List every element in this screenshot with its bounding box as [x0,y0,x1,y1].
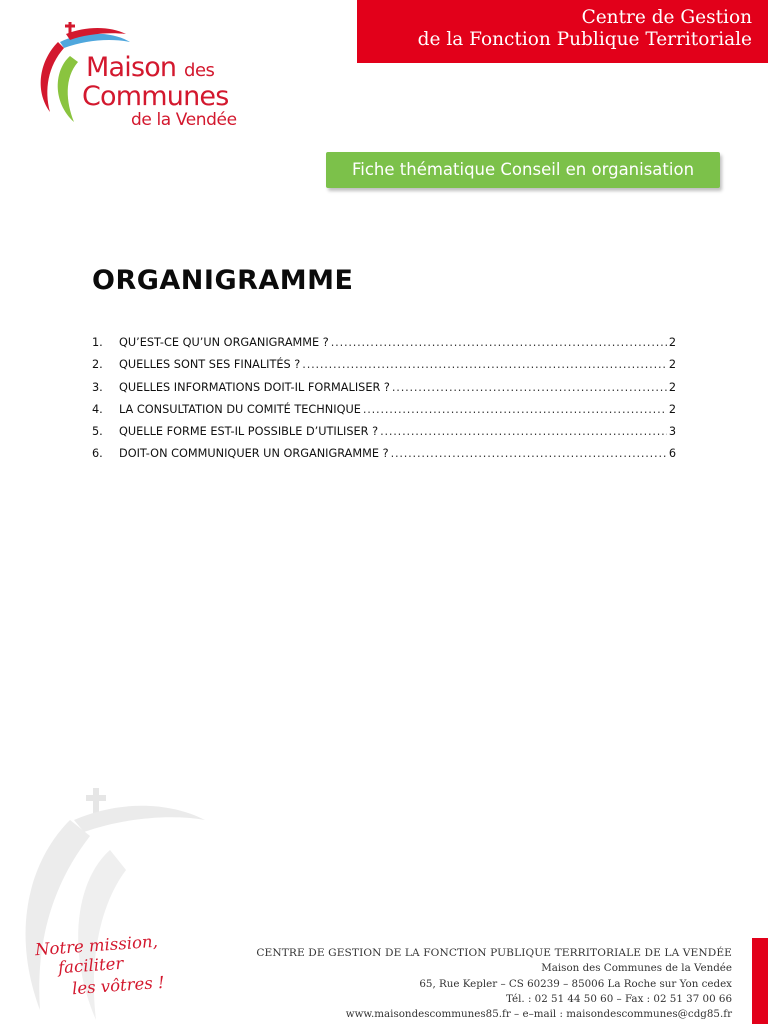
document-title: ORGANIGRAMME [92,265,354,296]
toc-label: QUELLES SONT SES FINALITÉS ? [119,358,301,372]
toc-number: 2. [92,358,103,372]
footer-organization-name: CENTRE DE GESTION DE LA FONCTION PUBLIQUE TERRITORIALE DE LA VENDÉE [256,947,732,959]
logo-text-communes: Communes [82,81,229,112]
toc-page-number: 3 [668,425,676,439]
toc-entry[interactable] [92,425,676,447]
toc-leader-dots [391,447,667,460]
toc-page-number: 2 [668,336,676,349]
toc-page-number: 6 [668,447,676,461]
footer-contact-block [256,946,732,1022]
toc-leader-dots [331,336,667,349]
organization-name-line2: de la Fonction Publique Territoriale [417,29,752,50]
toc-label: DOIT-ON COMMUNIQUER UN ORGANIGRAMME ? [119,447,389,461]
table-of-contents [92,336,676,470]
toc-number: 3. [92,380,103,394]
toc-leader-dots [363,403,667,416]
slogan-line2: faciliter [57,953,124,978]
slogan-line3: les vôtres ! [71,972,166,999]
toc-page-number: 2 [668,380,676,394]
toc-label: LA CONSULTATION DU COMITÉ TECHNIQUE [119,402,361,416]
toc-number: 4. [92,402,103,416]
footer-red-bar [752,938,768,1024]
organization-name-line1: Centre de Gestion [581,7,752,28]
toc-label: QU’EST-CE QU’UN ORGANIGRAMME ? [119,336,329,349]
toc-entry[interactable] [92,447,676,469]
toc-entry[interactable] [92,336,676,358]
toc-leader-dots [302,358,667,371]
toc-leader-dots [392,381,667,394]
maison-des-communes-logo [30,20,270,135]
slogan-line1: Notre mission, [34,931,159,960]
toc-entry[interactable] [92,381,676,403]
footer-address: 65, Rue Kepler – CS 60239 – 85006 La Roche sur Yon cedex [419,977,732,990]
toc-entry[interactable] [92,358,676,380]
toc-page-number: 2 [668,358,676,372]
organization-header [357,0,768,63]
logo-text-vendee: de la Vendée [131,110,237,130]
logo-text-des: des [184,60,215,81]
toc-leader-dots [380,425,667,438]
toc-number: 6. [92,447,103,461]
toc-number: 1. [92,336,103,349]
toc-label: QUELLES INFORMATIONS DOIT-IL FORMALISER ? [119,380,390,394]
footer-web-email[interactable]: www.maisondescommunes85.fr – e–mail : maisondescommunes@cdg85.fr [345,1008,732,1021]
footer-building: Maison des Communes de la Vendée [541,962,732,975]
toc-number: 5. [92,425,103,439]
toc-entry[interactable] [92,403,676,425]
logo-text-maison: Maison des [86,52,215,83]
fiche-thematique-banner: Fiche thématique Conseil en organisation [326,152,720,188]
footer-phone-fax: Tél. : 02 51 44 50 60 – Fax : 02 51 37 00 66 [505,992,732,1005]
toc-page-number: 2 [668,402,676,416]
toc-label: QUELLE FORME EST-IL POSSIBLE D’UTILISER ? [119,425,379,439]
